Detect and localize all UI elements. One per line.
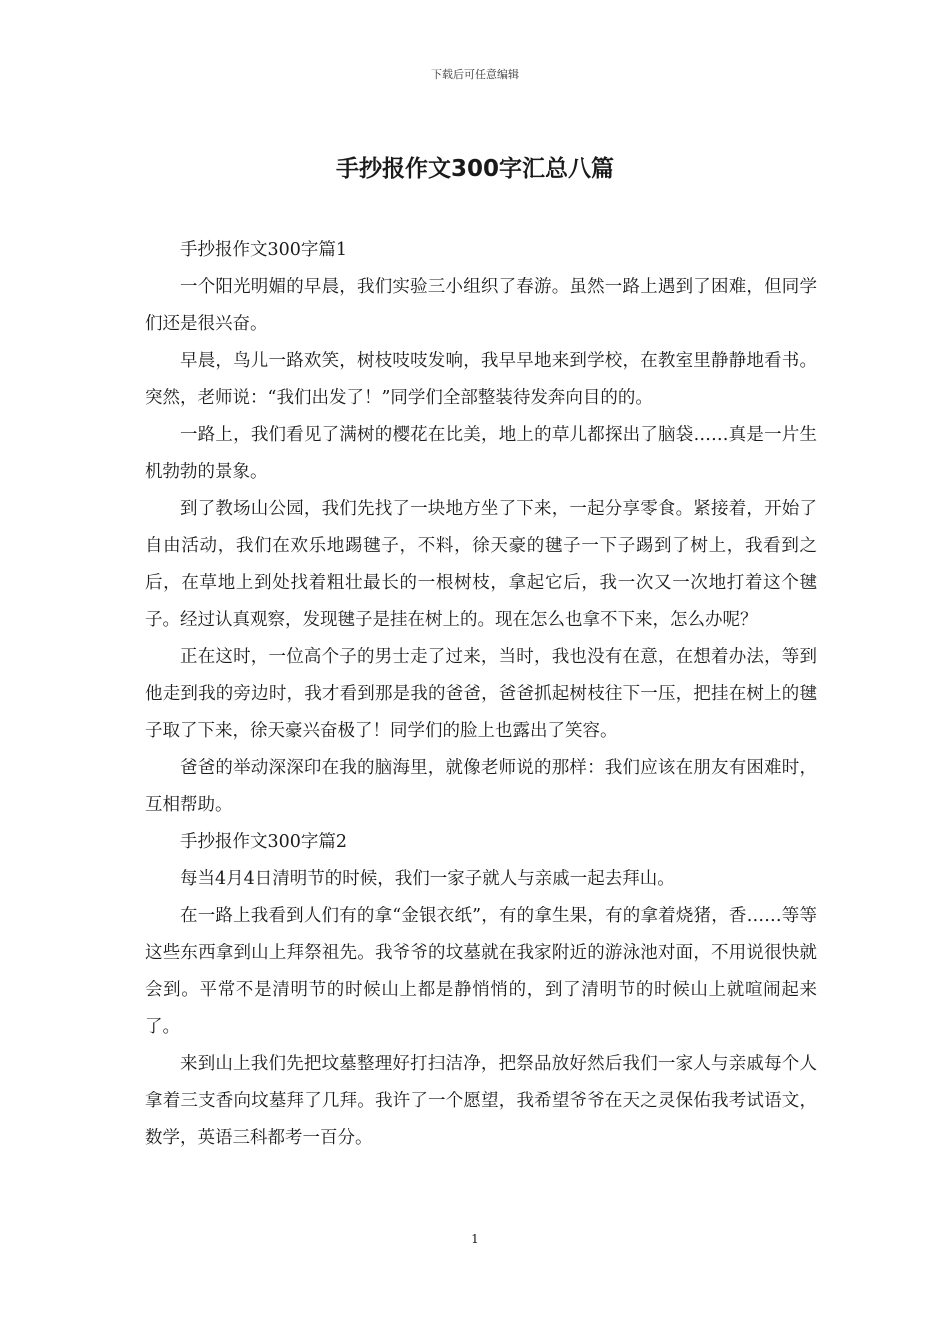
paragraph: 在一路上我看到人们有的拿“金银衣纸”，有的拿生果，有的拿着烧猪，香……等等这些东西拿到山上拜祭祖先。我爷爷的坟墓就在我家附近的游泳池对面，不用说很快就会到。平常不是清明节的时候山上都是静悄悄的，到了清明节的时候山上就喧闹起来了。 xyxy=(145,906,817,1037)
paragraph: 到了教场山公园，我们先找了一块地方坐了下来，一起分享零食。紧接着，开始了自由活动，我们在欢乐地踢毽子，不料，徐天豪的毽子一下子踢到了树上，我看到之后，在草地上到处找着粗壮最长的一根树枝，拿起它后，我一次又一次地打着这个毽子。经过认真观察，发现毽子是挂在树上的。现在怎么也拿不下来，怎么办呢？ xyxy=(145,499,817,630)
section-heading-1: 手抄报作文300字篇1 xyxy=(180,240,348,260)
paragraph: 每当4月4日清明节的时候，我们一家子就人与亲戚一起去拜山。 xyxy=(180,869,675,889)
page-number: 1 xyxy=(471,1232,479,1246)
paragraph: 爸爸的举动深深印在我的脑海里，就像老师说的那样：我们应该在朋友有困难时，互相帮助。 xyxy=(145,758,817,815)
paragraph: 一个阳光明媚的早晨，我们实验三小组织了春游。虽然一路上遇到了困难，但同学们还是很兴奋。 xyxy=(145,277,817,334)
paragraph: 一路上，我们看见了满树的樱花在比美，地上的草儿都探出了脑袋……真是一片生机勃勃的景象。 xyxy=(145,425,817,482)
document-title: 手抄报作文300字汇总八篇 xyxy=(335,156,614,182)
section-heading-2: 手抄报作文300字篇2 xyxy=(180,832,348,852)
paragraph: 来到山上我们先把坟墓整理好打扫洁净，把祭品放好然后我们一家人与亲戚每个人拿着三支香向坟墓拜了几拜。我许了一个愿望，我希望爷爷在天之灵保佑我考试语文，数学，英语三科都考一百分。 xyxy=(145,1054,817,1148)
paragraph: 正在这时，一位高个子的男士走了过来，当时，我也没有在意，在想着办法，等到他走到我的旁边时，我才看到那是我的爸爸，爸爸抓起树枝往下一压，把挂在树上的毽子取了下来，徐天豪兴奋极了！同学们的脸上也露出了笑容。 xyxy=(145,647,817,741)
paragraph: 早晨，鸟儿一路欢笑，树枝吱吱发响，我早早地来到学校，在教室里静静地看书。突然，老师说：“我们出发了！”同学们全部整装待发奔向目的的。 xyxy=(145,351,817,408)
page-header: 下载后可任意编辑 xyxy=(431,68,519,81)
document-body xyxy=(145,232,817,1157)
